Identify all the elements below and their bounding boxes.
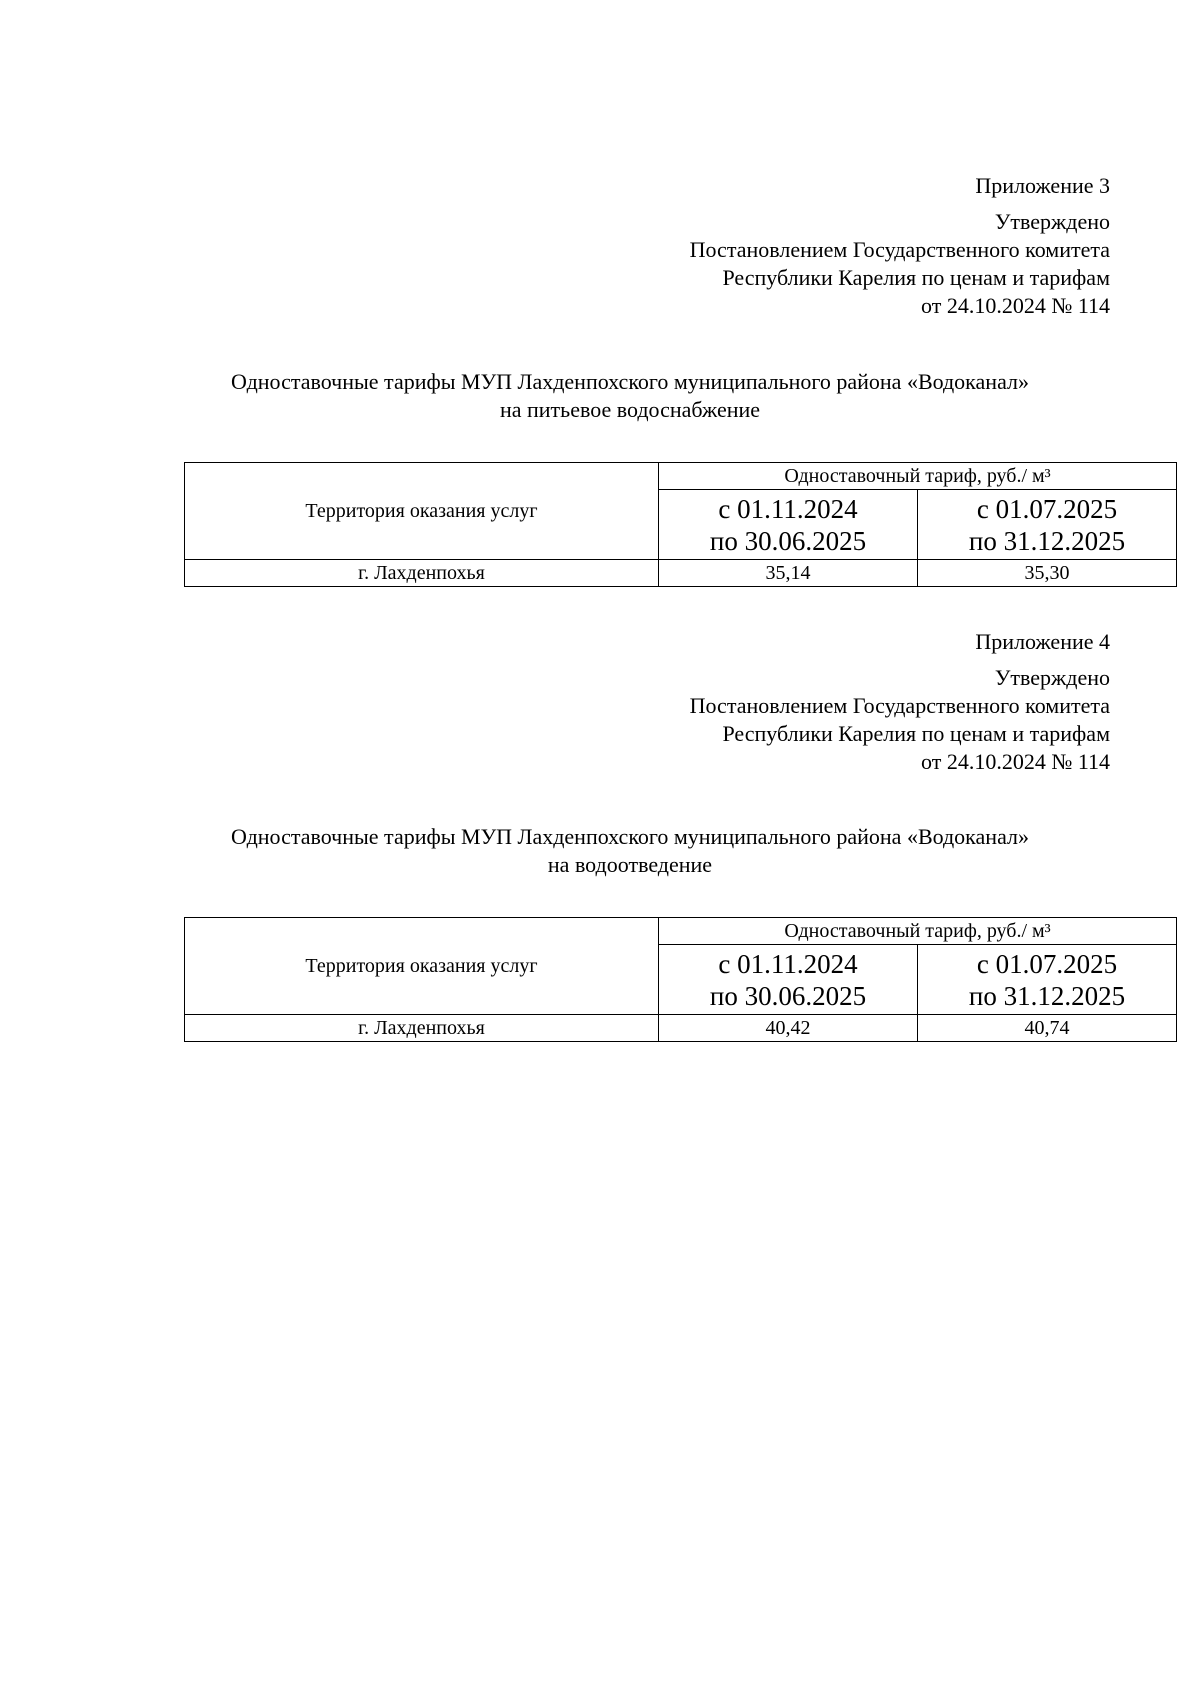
approval-block [510,628,1110,776]
approval-line: Республики Карелия по ценам и тарифам [722,265,1110,290]
title-line: на водоотведение [547,852,713,877]
period-header [659,490,918,560]
territory-header: Территория оказания услуг [185,918,659,1015]
tariff-value-cell: 35,14 [659,560,918,587]
appendix-label: Приложение 3 [975,173,1110,198]
approval-line: Республики Карелия по ценам и тарифам [722,721,1110,746]
tariff-table [184,462,1177,587]
period-header [659,945,918,1015]
tariff-header: Одноставочный тариф, руб./ м³ [659,463,1177,490]
period-from: с 01.07.2025 [976,948,1118,979]
appendix-label: Приложение 4 [975,629,1110,654]
period-to: по 30.06.2025 [709,525,867,556]
period-header [918,490,1177,560]
territory-cell: г. Лахденпохья [185,560,659,587]
tariff-table [184,917,1177,1042]
period-to: по 31.12.2025 [968,980,1126,1011]
approval-date: от 24.10.2024 № 114 [921,293,1110,318]
tariff-value-cell: 40,74 [918,1015,1177,1042]
approval-line: Постановлением Государственного комитета [689,693,1110,718]
territory-cell: г. Лахденпохья [185,1015,659,1042]
approval-line: Утверждено [994,209,1110,234]
period-from: с 01.11.2024 [718,493,858,524]
approval-date: от 24.10.2024 № 114 [921,749,1110,774]
title-line: Одноставочные тарифы МУП Лахденпохского муниципального района «Водоканал» [230,824,1030,849]
period-to: по 30.06.2025 [709,980,867,1011]
period-header [918,945,1177,1015]
document-title [180,823,1080,879]
tariff-header: Одноставочный тариф, руб./ м³ [659,918,1177,945]
period-to: по 31.12.2025 [968,525,1126,556]
table-row [185,1015,1177,1042]
approval-line: Постановлением Государственного комитета [689,237,1110,262]
tariff-value-cell: 40,42 [659,1015,918,1042]
title-line: на питьевое водоснабжение [499,397,761,422]
tariff-value-cell: 35,30 [918,560,1177,587]
approval-block [510,172,1110,320]
approval-line: Утверждено [994,665,1110,690]
document-title [180,368,1080,424]
period-from: с 01.07.2025 [976,493,1118,524]
territory-header: Территория оказания услуг [185,463,659,560]
table-row [185,560,1177,587]
title-line: Одноставочные тарифы МУП Лахденпохского муниципального района «Водоканал» [230,369,1030,394]
period-from: с 01.11.2024 [718,948,858,979]
